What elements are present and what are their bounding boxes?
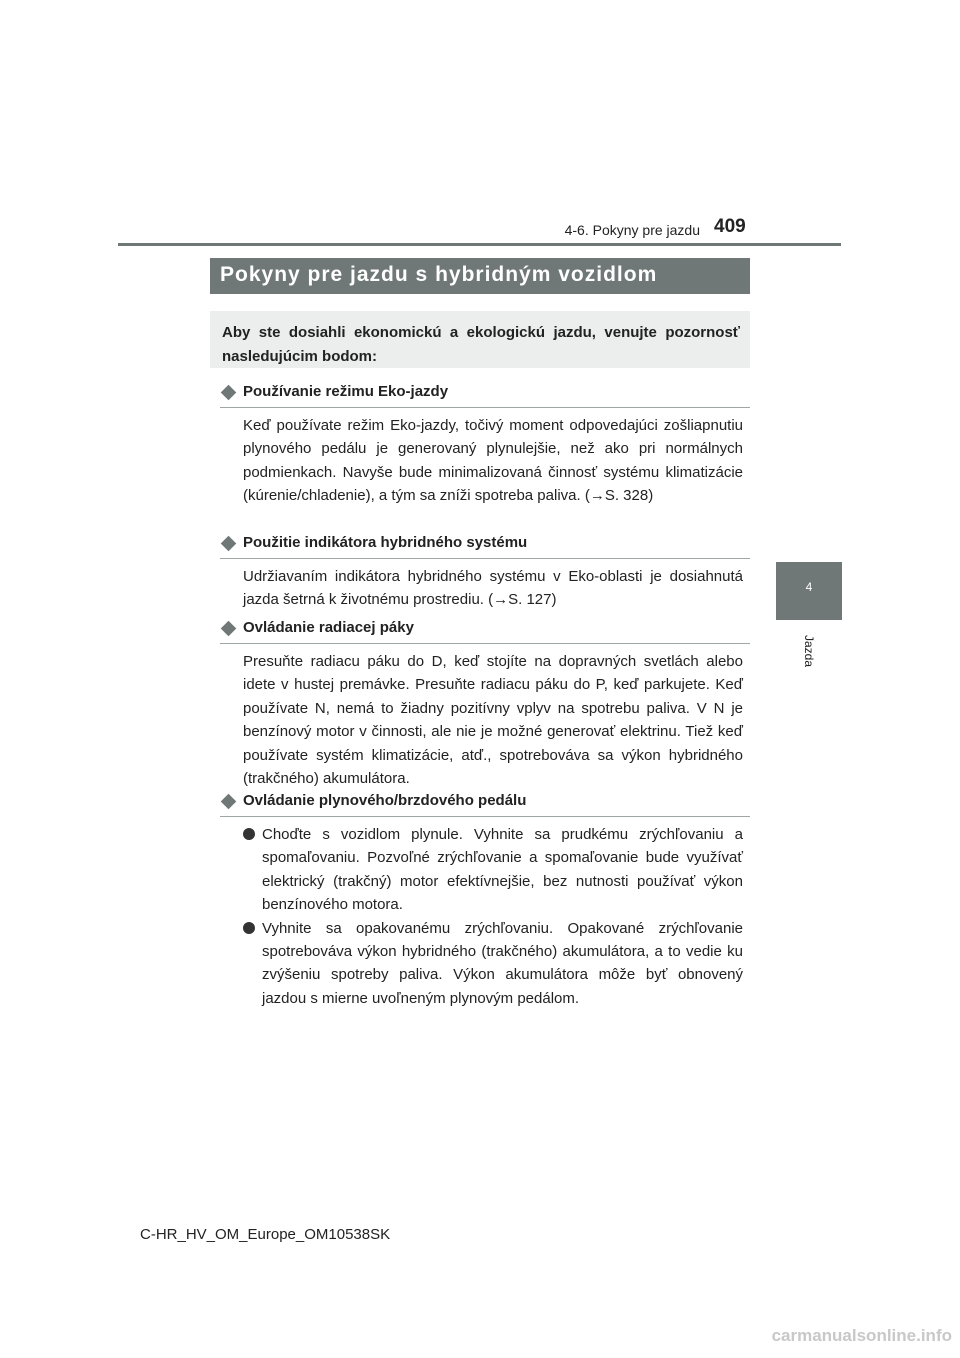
list-item [243,823,743,917]
section-hybrid-indicator [220,534,750,612]
section-heading [220,619,750,644]
chapter-label [776,632,842,672]
header-divider [118,243,841,246]
section-body: Udržiavaním indikátora hybridného systému v Eko-oblasti je dosiahnutá jazda šetrná k životnému prostrediu. (→S. 127) [243,568,743,609]
diamond-bullet-icon [221,794,237,810]
section-heading-text: Používanie režimu Eko-jazdy [243,383,449,400]
section-heading-text: Ovládanie plynového/brzdového pedálu [243,792,527,809]
list-item-text: Choďte s vozidlom plynule. Vyhnite sa prudkému zrýchľovaniu a spomaľovaniu. Pozvoľné zrýchľovanie a spomaľovanie bude využívať elektrický (trakčný) motor efektívnejšie, bez nutnosti používať výkon benzínového motora. [262,826,743,914]
diamond-bullet-icon [221,621,237,637]
diamond-bullet-icon [221,536,237,552]
page-number: 409 [714,216,746,237]
section-heading-text: Použitie indikátora hybridného systému [243,534,528,551]
bullet-dot-icon [243,828,255,840]
watermark: carmanualsonline.info [771,1326,952,1345]
footer-doc-id: C-HR_HV_OM_Europe_OM10538SK [140,1226,391,1243]
section-body: Keď používate režim Eko-jazdy, točivý moment odpovedajúci zošliapnutiu plynového pedálu je generovaný plynulejšie, než ako pri normálnych podmienkach. Navyše bude minimalizovaná činnosť systému klimatizácie (kúrenie/chladenie), a tým sa zníži spotreba paliva. (→S. 328) [243,417,743,505]
list-item-text: Vyhnite sa opakovanému zrýchľovaniu. Opakované zrýchľovanie spotrebováva výkon hybridného (trakčného) akumulátora, a to vedie ku zvýšeniu spotreby paliva. Výkon akumulátora môže byť obnovený jazdou s mierne uvoľneným plynovým pedálom. [262,919,743,1007]
chapter-number: 4 [805,580,813,594]
section-shift-lever [220,619,750,790]
section-heading [220,792,750,817]
section-body [243,823,743,1010]
chapter-tab[interactable] [776,562,842,620]
header-section-title: 4-6. Pokyny pre jazdu [564,222,700,238]
section-heading [220,383,750,408]
diamond-bullet-icon [221,385,237,401]
section-heading [220,534,750,559]
section-body: Presuňte radiacu páku do D, keď stojíte na dopravných svetlách alebo idete v hustej premávke. Presuňte radiacu páku do P, keď parkujete. Keď používate N, nemá to žiadny pozitívny vplyv na spotrebu paliva. V N je benzínový motor v činnosti, ale nie je možné generovať elektrinu. Tiež keď používate systém klimatizácie, atď., spotrebováva sa výkon hybridného (trakčného) akumulátora. [243,653,743,788]
intro-text: Aby ste dosiahli ekonomickú a ekologickú jazdu, venujte pozornosť nasledujúcim bodom: [222,324,740,365]
section-eco-mode [220,383,750,508]
bullet-dot-icon [243,922,255,934]
list-item [243,917,743,1011]
intro-box [210,311,750,368]
page-title: Pokyny pre jazdu s hybridným vozidlom [210,258,750,294]
section-heading-text: Ovládanie radiacej páky [243,619,414,636]
chapter-label-text: Jazda [802,634,816,668]
section-pedal-control [220,792,750,1010]
